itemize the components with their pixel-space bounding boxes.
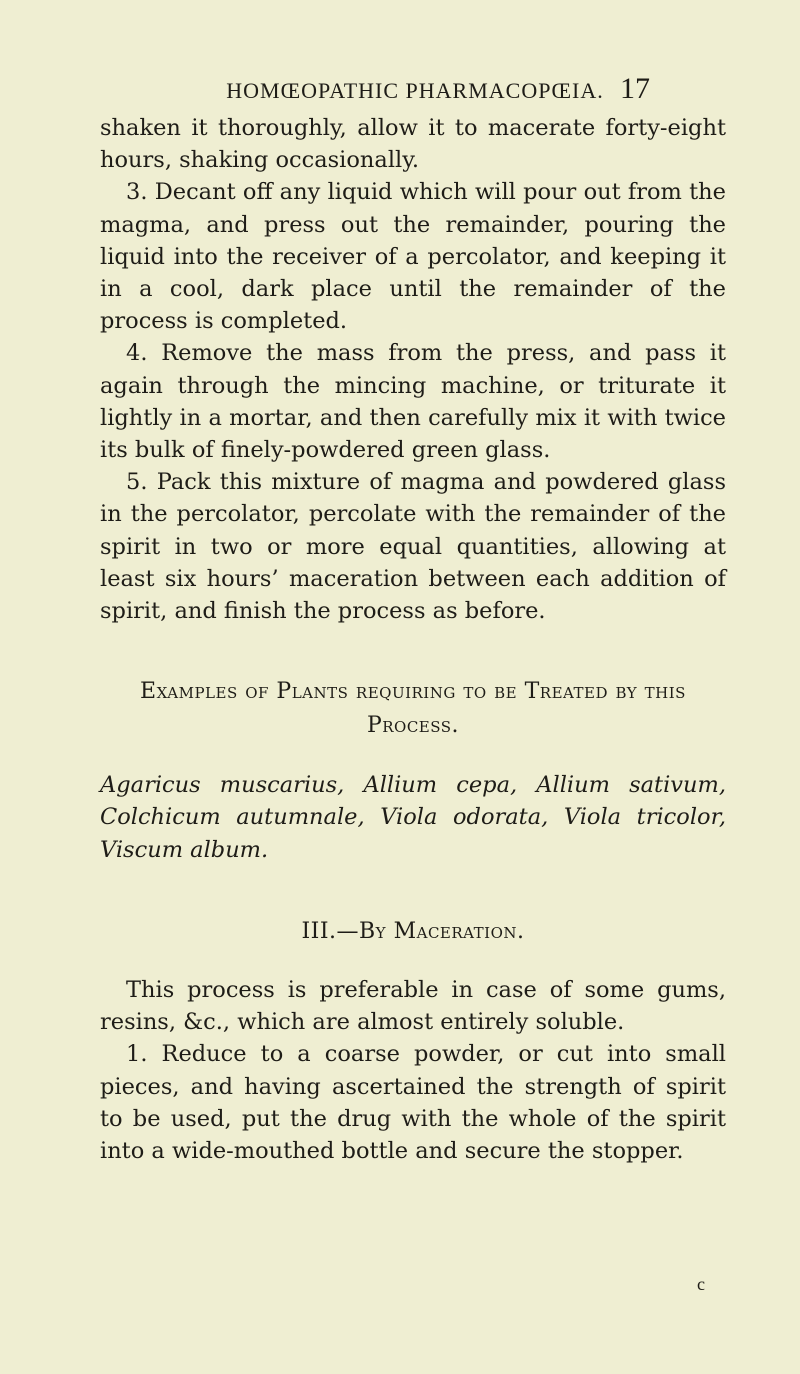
running-title: HOMŒOPATHIC PHARMACOPŒIA. bbox=[226, 78, 604, 103]
paragraph-step-4: 4. Remove the mass from the press, and pass it again through the mincing machine, or triturate it lightly in a mortar, and then carefully mix it with twice its bulk of finely-powdered green glass. bbox=[100, 340, 726, 464]
examples-species-list: Agaricus muscarius, Allium cepa, Allium sativum, Colchicum autumnale, Viola odorata, Viola tricolor, Viscum album. bbox=[100, 772, 726, 863]
maceration-step-1: 1. Reduce to a coarse powder, or cut into small pieces, and having ascertained the strength of spirit to be used, put the drug with the whole of the spirit into a wide-mouthed bottle and secure the stopper. bbox=[100, 1041, 726, 1165]
maceration-heading: III.—By Maceration. bbox=[301, 918, 525, 944]
paragraph-step-3: 3. Decant off any liquid which will pour out from the magma, and press out the remainder, pouring the liquid into the receiver of a percolator, and keeping it in a cool, dark place until the remainder of the process is completed. bbox=[100, 179, 726, 335]
body-text bbox=[100, 112, 726, 1167]
page-number: 17 bbox=[620, 72, 650, 105]
examples-heading: Examples of Plants requiring to be Treated by this Process. bbox=[140, 679, 686, 739]
maceration-intro: This process is preferable in case of some gums, resins, &c., which are almost entirely soluble. bbox=[100, 977, 726, 1036]
paragraph-step-5: 5. Pack this mixture of magma and powdered glass in the percolator, percolate with the remainder of the spirit in two or more equal quantities, allowing at least six hours’ maceration between each addition of spirit, and finish the process as before. bbox=[100, 469, 726, 625]
paragraph-continuation: shaken it thoroughly, allow it to macerate forty-eight hours, shaking occasionally. bbox=[100, 115, 726, 174]
signature-mark: c bbox=[697, 1274, 705, 1294]
